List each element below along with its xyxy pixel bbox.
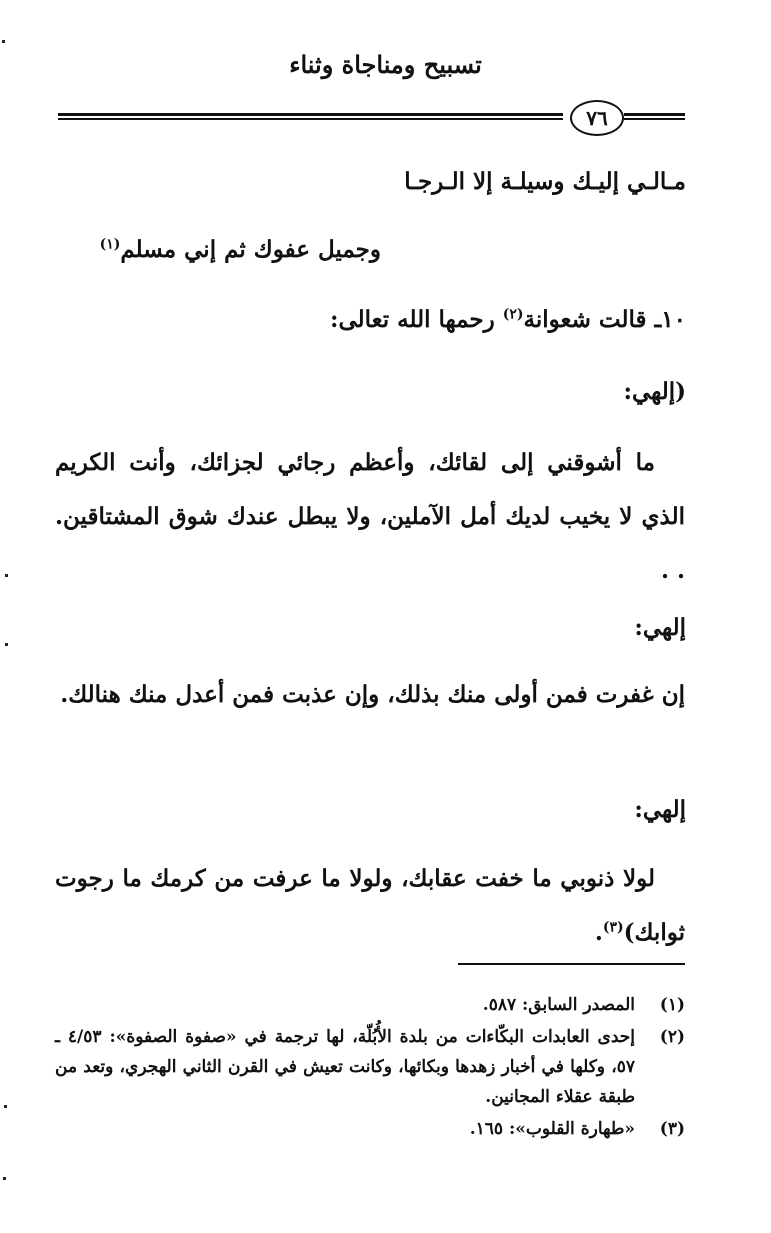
page-number: ٧٦: [570, 100, 624, 136]
invocation-heading-2: إلهي:: [634, 614, 686, 641]
poem-line-1: مـالـي إليـك وسيلـة إلا الـرجـا: [404, 168, 686, 195]
footnote-separator: [458, 963, 685, 965]
paragraph-3-end: .: [594, 919, 603, 946]
scan-speck: [2, 40, 5, 43]
header-rule-right: [624, 113, 685, 120]
paragraph-2: إن غفرت فمن أولى منك بذلك، وإن عذبت فمن أعدل منك هنالك.: [60, 681, 685, 708]
footnote-number: (٢): [659, 1027, 685, 1047]
section-intro-start: ١٠ـ قالت شعوانة: [523, 306, 686, 333]
footnote-text: «طهارة القلوب»: ١٦٥.: [469, 1119, 635, 1139]
footnote-3: [55, 1114, 685, 1144]
scan-speck: [5, 574, 8, 577]
scan-speck: [5, 643, 8, 646]
header-rule-left: [58, 113, 563, 120]
invocation-heading-3: إلهي:: [634, 796, 686, 823]
paragraph-3-text: لولا ذنوبي ما خفت عقابك، ولولا ما عرفت من كرمك ما رجوت ثوابك): [55, 865, 685, 946]
scan-speck: [3, 1177, 6, 1180]
section-intro: [330, 306, 686, 333]
footnote-ref-2: (٢): [502, 306, 524, 323]
footnote-number: (٣): [659, 1119, 685, 1139]
footnote-text: المصدر السابق: ٥٨٧.: [482, 995, 635, 1015]
header-rule: [58, 100, 685, 136]
section-intro-end: رحمها الله تعالى:: [329, 306, 503, 333]
footnote-2: [55, 1022, 685, 1112]
footnote-text: إحدى العابدات البكّاءات من بلدة الأُبُلّة، لها ترجمة في «صفوة الصفوة»: ٤/٥٣ ـ ٥٧، وكلها في أخبار زهدها وبكائها، وكانت تعيش في القرن الثاني الهجري، وتعد من طبقة عقلاء المجانين.: [55, 1027, 635, 1107]
scan-speck: [4, 1105, 7, 1108]
paragraph-3: [55, 852, 685, 960]
running-header: تسبيح ومناجاة وثناء: [289, 50, 482, 79]
footnotes: [55, 990, 685, 1146]
footnote-ref-3: (٣): [602, 919, 624, 936]
footnote-number: (١): [659, 995, 685, 1015]
footnote-1: [55, 990, 685, 1020]
opening-invocation: (إلهي:: [623, 378, 686, 405]
poem-line-2: [100, 236, 381, 263]
poem-line-2-text: وجميل عفوك ثم إني مسلم: [120, 236, 381, 263]
paragraph-1: ما أشوقني إلى لقائك، وأعظم رجائي لجزائك، وأنت الكريم الذي لا يخيب لديك أمل الآملين، ولا يبطل عندك شوق المشتاقين. . .: [55, 449, 685, 584]
footnote-ref-1: (١): [99, 236, 121, 253]
